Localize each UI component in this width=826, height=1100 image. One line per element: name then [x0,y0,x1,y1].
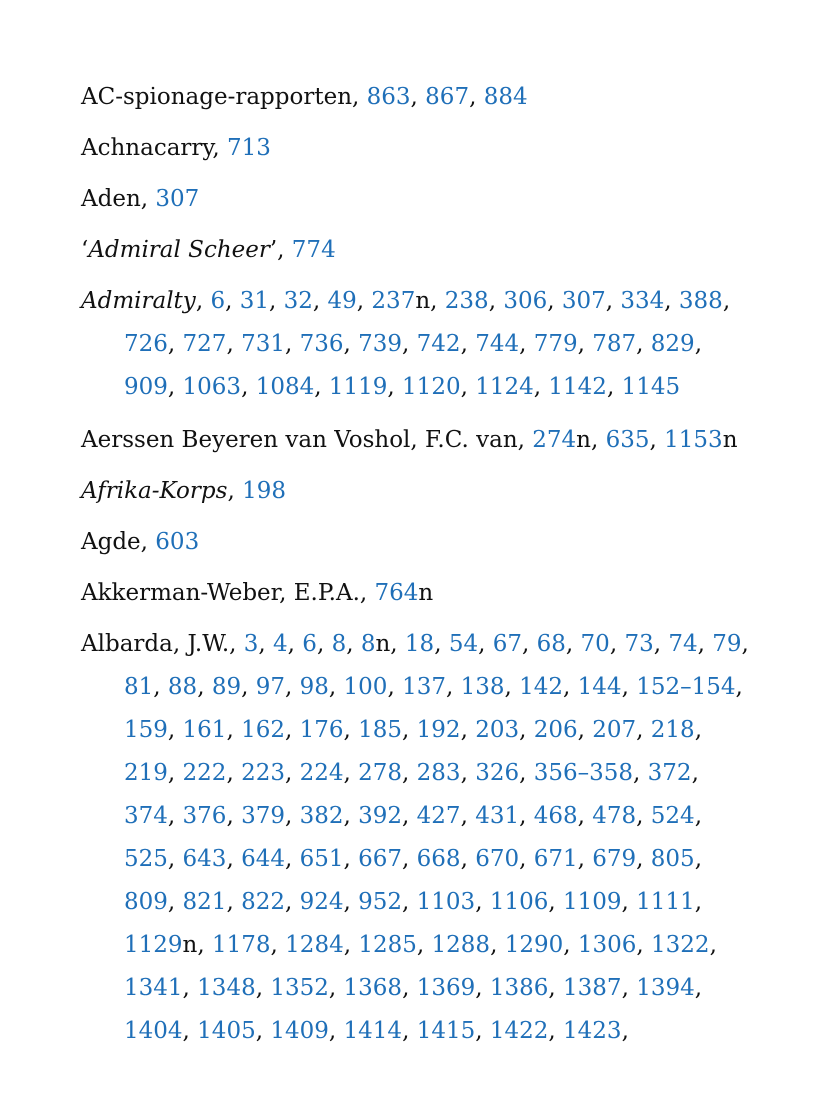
page-link[interactable]: 643 [182,846,227,872]
note-suffix: n [418,580,434,606]
page-link[interactable]: 161 [182,717,227,743]
page-link[interactable]: 138 [460,674,505,700]
page-link[interactable]: 635 [605,427,650,453]
page-link[interactable]: 667 [358,846,403,872]
page-link[interactable]: 1352 [270,975,329,1001]
page-link[interactable]: 764 [374,580,419,606]
index-term: ‘ [81,237,89,263]
page-link[interactable]: 3 [243,631,259,657]
page-link[interactable]: 1103 [416,889,476,915]
page-link[interactable]: 81 [124,674,154,700]
index-entry: Admiralty, 6, 31, 32, 49, 237n, 238, 306, 307, 334, 388, 726, 727, 731, 736, 739, 742, 744, 779, 787, 829, 909, 1063, 1084, 1119, 1120, 1124, 1142, 1145 [81,288,731,400]
page-link[interactable]: 283 [416,760,461,786]
page-link[interactable]: 651 [299,846,344,872]
page-link[interactable]: 68 [536,631,566,657]
page-link[interactable]: 1348 [197,975,256,1001]
note-suffix: n [415,288,431,314]
page-link[interactable]: 152–154 [636,674,736,700]
page-link[interactable]: 334 [620,288,665,314]
page-link[interactable]: 144 [577,674,622,700]
page-link[interactable]: 307 [561,288,606,314]
page-link[interactable]: 1369 [416,975,476,1001]
page-link[interactable]: 1285 [358,932,417,958]
page-link[interactable]: 1109 [563,889,622,915]
page-link[interactable]: 1387 [563,975,622,1001]
page-link[interactable]: 8 [331,631,347,657]
page-link[interactable]: 731 [241,331,285,357]
page-link[interactable]: 787 [592,331,637,357]
page-link[interactable]: 1178 [212,932,271,958]
index-entry: ‘Admiral Scheer’, 774 [81,237,336,263]
page-link[interactable]: 774 [291,237,336,263]
page-link[interactable]: 431 [475,803,520,829]
page-link[interactable]: 98 [299,674,329,700]
index-entry: Achnacarry, 713 [81,135,271,161]
page-link[interactable]: 644 [241,846,285,872]
page-link[interactable]: 1423 [563,1018,622,1044]
page-link[interactable]: 727 [182,331,227,357]
page-link[interactable]: 668 [416,846,461,872]
page-link[interactable]: 1111 [636,889,695,915]
note-suffix: n [375,631,391,657]
index-entry: AC-spionage-rapporten, 863, 867, 884 [81,84,528,110]
page-link[interactable]: 306 [503,288,548,314]
page-link[interactable]: 1306 [577,932,637,958]
page-link[interactable]: 198 [242,478,286,504]
page-link[interactable]: 192 [416,717,461,743]
page-link[interactable]: 1322 [651,932,710,958]
page-link[interactable]: 1106 [489,889,549,915]
page-link[interactable]: 222 [182,760,227,786]
page-link[interactable]: 1405 [197,1018,256,1044]
page-link[interactable]: 1288 [431,932,491,958]
page-link[interactable]: 805 [650,846,695,872]
page-link[interactable]: 468 [533,803,578,829]
page-link[interactable]: 924 [299,889,344,915]
index-entry: Agde, 603 [81,529,200,555]
page-link[interactable]: 185 [358,717,403,743]
index-term-italic: Afrika-Korps [81,478,228,504]
page-link[interactable]: 374 [124,803,168,829]
page-link[interactable]: 49 [327,288,357,314]
page-link[interactable]: 909 [124,374,168,400]
page-link[interactable]: 54 [448,631,479,657]
index-entry: Akkerman-Weber, E.P.A., 764n [81,580,434,606]
index-term: ’ [269,237,278,263]
index-term: Aden [81,186,141,212]
page-link[interactable]: 100 [343,674,388,700]
page-link[interactable]: 31 [239,288,269,314]
page-link[interactable]: 1063 [182,374,242,400]
page-link[interactable]: 392 [358,803,403,829]
index-term-italic: Admiral Scheer [88,237,270,263]
page-link[interactable]: 1145 [621,374,681,400]
page-link[interactable]: 742 [416,331,461,357]
page-link[interactable]: 525 [124,846,168,872]
page-link[interactable]: 1119 [328,374,388,400]
page-link[interactable]: 726 [124,331,168,357]
index-term: Akkerman-Weber, E.P.A. [81,580,360,606]
index-entry: Albarda, J.W., 3, 4, 6, 8, 8n, 18, 54, 67, 68, 70, 73, 74, 79, 81, 88, 89, 97, 98, 100, 137, 138, 142, 144, 152–154, 159, 161, 162, 176, 185, 192, 203, 206, 207, 218, 219, 222, 223, 224, 278, 283, 326, 356–358, 372, 374, 376, 379, 382, 392, 427, 431, 468, 478, 524, 525, 643, 644, 651, 667, 668, 670, 671, 679, 805, 809, 821, 822, 924, 952, 1103, 1106, 1109, 1111, 1129n, 1178, 1284, 1285, 1288, 1290, 1306, 1322, 1341, 1348, 1352, 1368, 1369, 1386, 1387, 1394, 1404, 1405, 1409, 1414, 1415, 1422, 1423, [81,631,749,1044]
page-link[interactable]: 356–358 [533,760,634,786]
page-link[interactable]: 70 [580,631,610,657]
page-link[interactable]: 1084 [255,374,315,400]
page-link[interactable]: 736 [299,331,344,357]
page-link[interactable]: 867 [425,84,470,110]
page-link[interactable]: 779 [533,331,578,357]
page-link[interactable]: 218 [650,717,695,743]
page-link[interactable]: 274 [532,427,577,453]
page-link[interactable]: 326 [475,760,520,786]
page-link[interactable]: 137 [402,674,446,700]
index-entry: Afrika-Korps, 198 [81,478,286,504]
page-link[interactable]: 713 [226,135,271,161]
page-link[interactable]: 372 [647,760,692,786]
page-link[interactable]: 1422 [489,1018,549,1044]
page-link[interactable]: 1120 [402,374,461,400]
page-link[interactable]: 739 [358,331,403,357]
page-link[interactable]: 1415 [416,1018,476,1044]
page-link[interactable]: 376 [182,803,227,829]
page-link[interactable]: 379 [241,803,285,829]
page-link[interactable]: 952 [358,889,403,915]
page-link[interactable]: 1404 [124,1018,183,1044]
page-link[interactable]: 6 [210,288,226,314]
page-link[interactable]: 478 [592,803,637,829]
page-link[interactable]: 1129 [124,932,183,958]
page-link[interactable]: 1284 [285,932,344,958]
page-link[interactable]: 427 [416,803,461,829]
index-term: Agde [81,529,141,555]
page-link[interactable]: 89 [211,674,242,700]
page-link[interactable]: 679 [592,846,637,872]
page-link[interactable]: 1409 [270,1018,329,1044]
page-link[interactable]: 4 [273,631,288,657]
page-link[interactable]: 744 [475,331,520,357]
page-link[interactable]: 6 [302,631,317,657]
page-link[interactable]: 1341 [124,975,183,1001]
page-link[interactable]: 224 [299,760,344,786]
page-link[interactable]: 238 [444,288,489,314]
page-link[interactable]: 159 [124,717,168,743]
page-link[interactable]: 142 [519,674,564,700]
page-link[interactable]: 382 [299,803,344,829]
page-link[interactable]: 162 [241,717,285,743]
page-link[interactable]: 278 [358,760,403,786]
page-link[interactable]: 74 [668,631,698,657]
page-link[interactable]: 1142 [548,374,607,400]
page-link[interactable]: 8 [360,631,376,657]
page-link[interactable]: 603 [155,529,200,555]
page-link[interactable]: 88 [167,674,198,700]
index-term: Aerssen Beyeren van Voshol, F.C. van [81,427,518,453]
page-link[interactable]: 671 [533,846,578,872]
page-link[interactable]: 176 [299,717,344,743]
page-link[interactable]: 524 [650,803,695,829]
index-term: AC-spionage-rapporten [81,84,353,110]
page-link[interactable]: 822 [241,889,285,915]
index-entry: Aerssen Beyeren van Voshol, F.C. van, 274n, 635, 1153n [81,427,738,453]
page-link[interactable]: 863 [366,84,411,110]
page-link[interactable]: 1414 [343,1018,403,1044]
page-link[interactable]: 1124 [475,374,534,400]
page-link[interactable]: 1290 [504,932,564,958]
page-link[interactable]: 223 [241,760,285,786]
page-link[interactable]: 97 [255,674,285,700]
page-link[interactable]: 1368 [343,975,403,1001]
page-link[interactable]: 203 [475,717,520,743]
page-link[interactable]: 1153 [664,427,723,453]
page-link[interactable]: 388 [678,288,723,314]
note-suffix: n [576,427,591,453]
page-link[interactable]: 307 [155,186,200,212]
page-link[interactable]: 207 [592,717,637,743]
page-link[interactable]: 809 [124,889,168,915]
index-term: Achnacarry [81,135,213,161]
index-entry: Aden, 307 [81,186,200,212]
page-link[interactable]: 206 [533,717,578,743]
index-term: Albarda, J.W. [81,631,230,657]
page-link[interactable]: 670 [475,846,520,872]
index-term-italic: Admiralty [81,288,196,314]
page-link[interactable]: 1386 [489,975,549,1001]
note-suffix: n [722,427,738,453]
page-link[interactable]: 219 [124,760,168,786]
page-link[interactable]: 1394 [636,975,695,1001]
page-link[interactable]: 67 [492,631,523,657]
note-suffix: n [182,932,198,958]
page-link[interactable]: 32 [283,288,313,314]
page-link[interactable]: 79 [712,631,742,657]
page-link[interactable]: 821 [182,889,227,915]
page-link[interactable]: 18 [404,631,435,657]
page-link[interactable]: 73 [624,631,654,657]
page-link[interactable]: 884 [483,84,528,110]
page-link[interactable]: 237 [371,288,416,314]
page-link[interactable]: 829 [650,331,695,357]
